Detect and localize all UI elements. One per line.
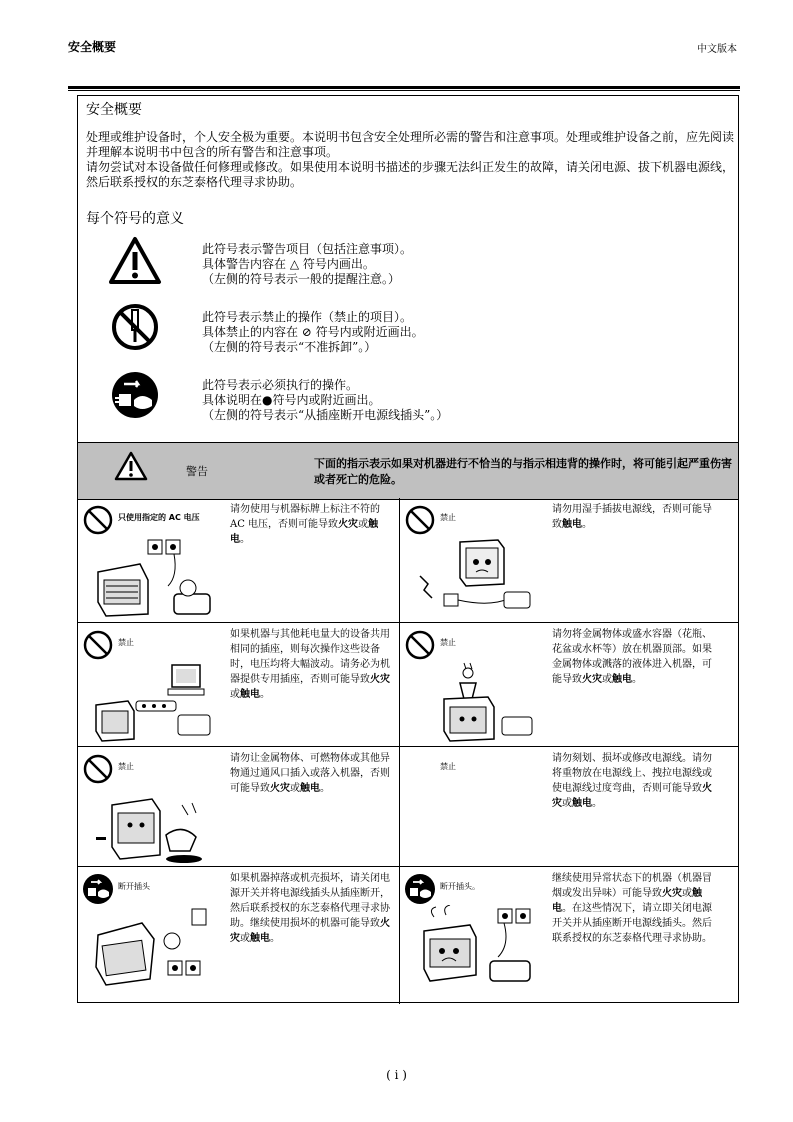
cell-text: 如果机器掉落或机壳损坏，请关闭电源开关并将电源线插头从插座断开，然后联系授权的东芝泰格代理寻求协助。继续使用损坏的机器可能导致火灾或触电。 [230,873,390,944]
shared-outlet-illustration [92,661,216,743]
symbol-description [202,378,448,423]
warning-cell [400,623,721,747]
printer-power-illustration [92,536,216,618]
intro-text [86,130,734,190]
warning-triangle-icon [108,236,162,290]
warning-cell [78,867,399,991]
warning-cell [78,498,399,622]
intro-paragraph: 请勿尝试对本设备做任何修理或修改。如果使用本说明书描述的步骤无法纠正发生的故障，请关闭电源、拔下机器电源线，然后联系授权的东芝泰格代理寻求协助。 [86,160,735,189]
section-title: 安全概要 [86,102,142,118]
cell-text: 请勿刻划、损坏或修改电源线。请勿将重物放在电源线上、拽拉电源线或使电源线过度弯曲，否则可能导致火灾或触电。 [552,753,712,809]
unplug-icon [82,873,114,905]
symbols-title: 每个符号的意义 [86,211,184,227]
prohibited-icon [404,504,436,536]
warning-band [78,442,738,500]
no-disassembly-icon [110,302,164,356]
symbol-line: 此符号表示必须执行的操作。 [202,378,359,392]
cell-label: 禁止 [440,638,456,647]
symbol-line: （左侧的符号表示“从插座断开电源线插头”。） [202,408,449,422]
header-title: 安全概要 [68,40,117,54]
cell-text: 请勿将金属物体或盛水容器（花瓶、花盆或水杯等）放在机器顶部。如果金属物体或溅落的液体进入机器，可能导致火灾或触电。 [552,629,712,685]
cell-text: 请勿使用与机器标牌上标注不符的 AC 电压，否则可能导致火灾或触电。 [230,504,380,545]
prohibited-icon [404,629,436,661]
intro-paragraph: 处理或维护设备时，个人安全极为重要。本说明书包含安全处理所必需的警告和注意事项。处理或维护设备之前，应先阅读并理解本说明书中包含的所有警告和注意事项。 [86,130,735,159]
foreign-objects-illustration [92,785,216,867]
symbol-line: 具体警告内容在 △ 符号内画出。 [202,257,375,271]
header-rule-thin [68,90,740,91]
cell-text: 请勿用湿手插拔电源线，否则可能导致触电。 [552,504,712,530]
wet-hands-illustration [414,536,538,618]
cell-text: 请勿让金属物体、可燃物体或其他异物通过通风口插入或落入机器，否则可能导致火灾或触电。 [230,753,390,794]
unplug-icon [110,370,164,424]
smoking-printer-illustration [414,905,538,987]
warning-text: 下面的指示表示如果对机器进行不恰当的与指示相违背的操作时，将可能引起严重伤害或者死亡的危险。 [314,457,732,486]
cell-label: 禁止 [440,762,456,771]
warning-cell [78,623,399,747]
symbol-line: 此符号表示警告项目（包括注意事项）。 [202,242,413,256]
warning-cell [78,747,399,871]
warning-cell [400,867,721,991]
cell-label: 断开插头。 [440,882,480,891]
symbol-line: 具体禁止的内容在 ⊘ 符号内或附近画出。 [202,325,424,339]
cell-label: 断开插头 [118,882,150,891]
dropped-printer-illustration [92,905,216,987]
header-language: 中文版本 [697,44,737,55]
header-rule [68,86,740,89]
symbol-description [202,242,412,287]
warning-cell [400,498,721,622]
symbol-line: （左侧的符号表示“不准拆卸”。） [202,340,377,354]
cell-label: 只使用指定的 AC 电压 [118,513,200,522]
symbol-description [202,310,424,355]
symbol-line: （左侧的符号表示一般的提醒注意。） [202,272,401,286]
cell-label: 禁止 [118,762,134,771]
cell-text: 如果机器与其他耗电量大的设备共用相同的插座，则每次操作这些设备时，电压均将大幅波动。请务必为机器提供专用插座，否则可能导致火灾或触电。 [230,629,390,700]
warning-cell [400,747,721,871]
warning-triangle-icon [114,451,148,481]
warning-label: 警告 [186,465,208,478]
cell-text: 继续使用异常状态下的机器（机器冒烟或发出异味）可能导致火灾或触电。在这些情况下，请立即关闭电源开关并从插座断开电源线插头。然后联系授权的东芝泰格代理寻求协助。 [552,873,712,944]
unplug-icon [404,873,436,905]
cell-label: 禁止 [118,638,134,647]
symbol-line: 具体说明在●符号内或附近画出。 [202,393,381,407]
prohibited-icon [82,629,114,661]
vase-on-printer-illustration [414,661,538,743]
safety-summary-box [77,95,739,1003]
page-number: ( i ) [386,1068,407,1082]
cell-label: 禁止 [440,513,456,522]
symbol-line: 此符号表示禁止的操作（禁止的项目）。 [202,310,413,324]
prohibited-icon [82,504,114,536]
prohibited-icon [82,753,114,785]
